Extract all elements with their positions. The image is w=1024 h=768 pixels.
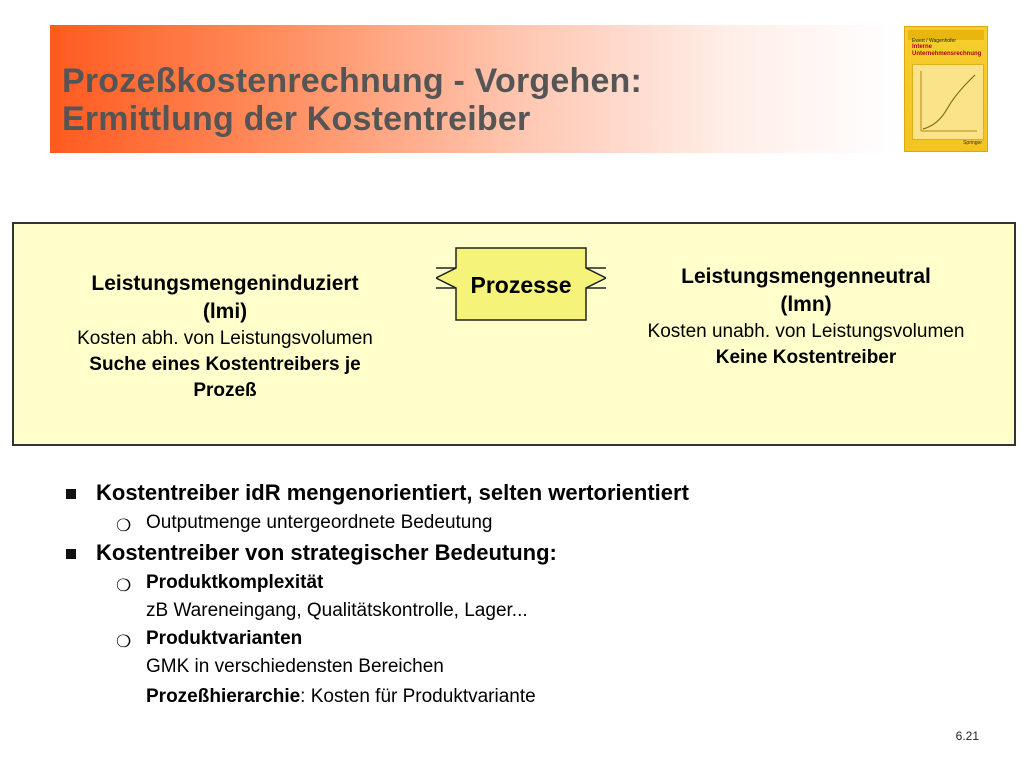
bullet-2-sub-2-text: GMK in verschiedensten Bereichen <box>146 656 444 677</box>
lmn-block <box>612 263 1000 371</box>
bullet-2-sub-2-title: Produktvarianten <box>146 628 303 649</box>
lmi-description: Kosten abh. von Leistungsvolumen <box>77 328 373 349</box>
circle-bullet-icon: ❍ <box>116 632 132 651</box>
lmn-title: Leistungsmengenneutral <box>681 265 931 288</box>
lmi-note-2: Prozeß <box>193 380 257 401</box>
book-cover-label <box>912 38 984 58</box>
circle-bullet-icon: ❍ <box>116 516 132 535</box>
bullet-list <box>60 477 960 711</box>
bullet-2-sub-1-text: zB Wareneingang, Qualitätskontrolle, Lager... <box>146 600 528 621</box>
bullet-2-sub-1 <box>60 569 960 597</box>
lmi-title: Leistungsmengeninduziert <box>91 272 359 295</box>
slide-number: 6.21 <box>955 729 979 743</box>
title-line-1: Prozeßkostenrechnung - Vorgehen: <box>62 62 643 100</box>
book-publisher: Springer <box>963 140 982 146</box>
curve-graphic-icon <box>913 65 983 139</box>
process-shape <box>436 246 606 322</box>
hierarchy-text: : Kosten für Produktvariante <box>300 686 536 707</box>
hierarchy-label: Prozeßhierarchie <box>146 686 301 707</box>
book-title-2: Unternehmensrechnung <box>912 51 982 57</box>
circle-bullet-icon: ❍ <box>116 576 132 595</box>
title-line-2: Ermittlung der Kostentreiber <box>62 100 531 138</box>
lmn-abbr: (lmn) <box>780 293 832 316</box>
bullet-2-sub-2-hierarchy <box>60 683 960 711</box>
lmn-description: Kosten unabh. von Leistungsvolumen <box>647 321 965 342</box>
book-cover-image <box>904 26 988 152</box>
lmi-abbr: (lmi) <box>202 300 248 323</box>
lmn-note: Keine Kostentreiber <box>715 347 897 368</box>
book-authors: Ewert / Wagenhofer <box>912 38 957 44</box>
page-title <box>62 62 642 138</box>
bullet-1-sub-1 <box>60 509 960 537</box>
lmi-block <box>46 270 404 404</box>
bullet-1-sub-1-text: Outputmenge untergeordnete Bedeutung <box>146 512 493 533</box>
book-cover-graphic <box>912 64 984 140</box>
book-title-1: Interne <box>912 44 933 50</box>
bullet-1: Kostentreiber idR mengenorientiert, selten wertorientiert <box>60 477 960 509</box>
process-label: Prozesse <box>470 272 572 298</box>
bullet-2-sub-2 <box>60 625 960 653</box>
lmi-note-1: Suche eines Kostentreibers je <box>89 354 361 375</box>
bullet-2-sub-1-title: Produktkomplexität <box>146 572 324 593</box>
bullet-2: Kostentreiber von strategischer Bedeutung: <box>60 537 960 569</box>
